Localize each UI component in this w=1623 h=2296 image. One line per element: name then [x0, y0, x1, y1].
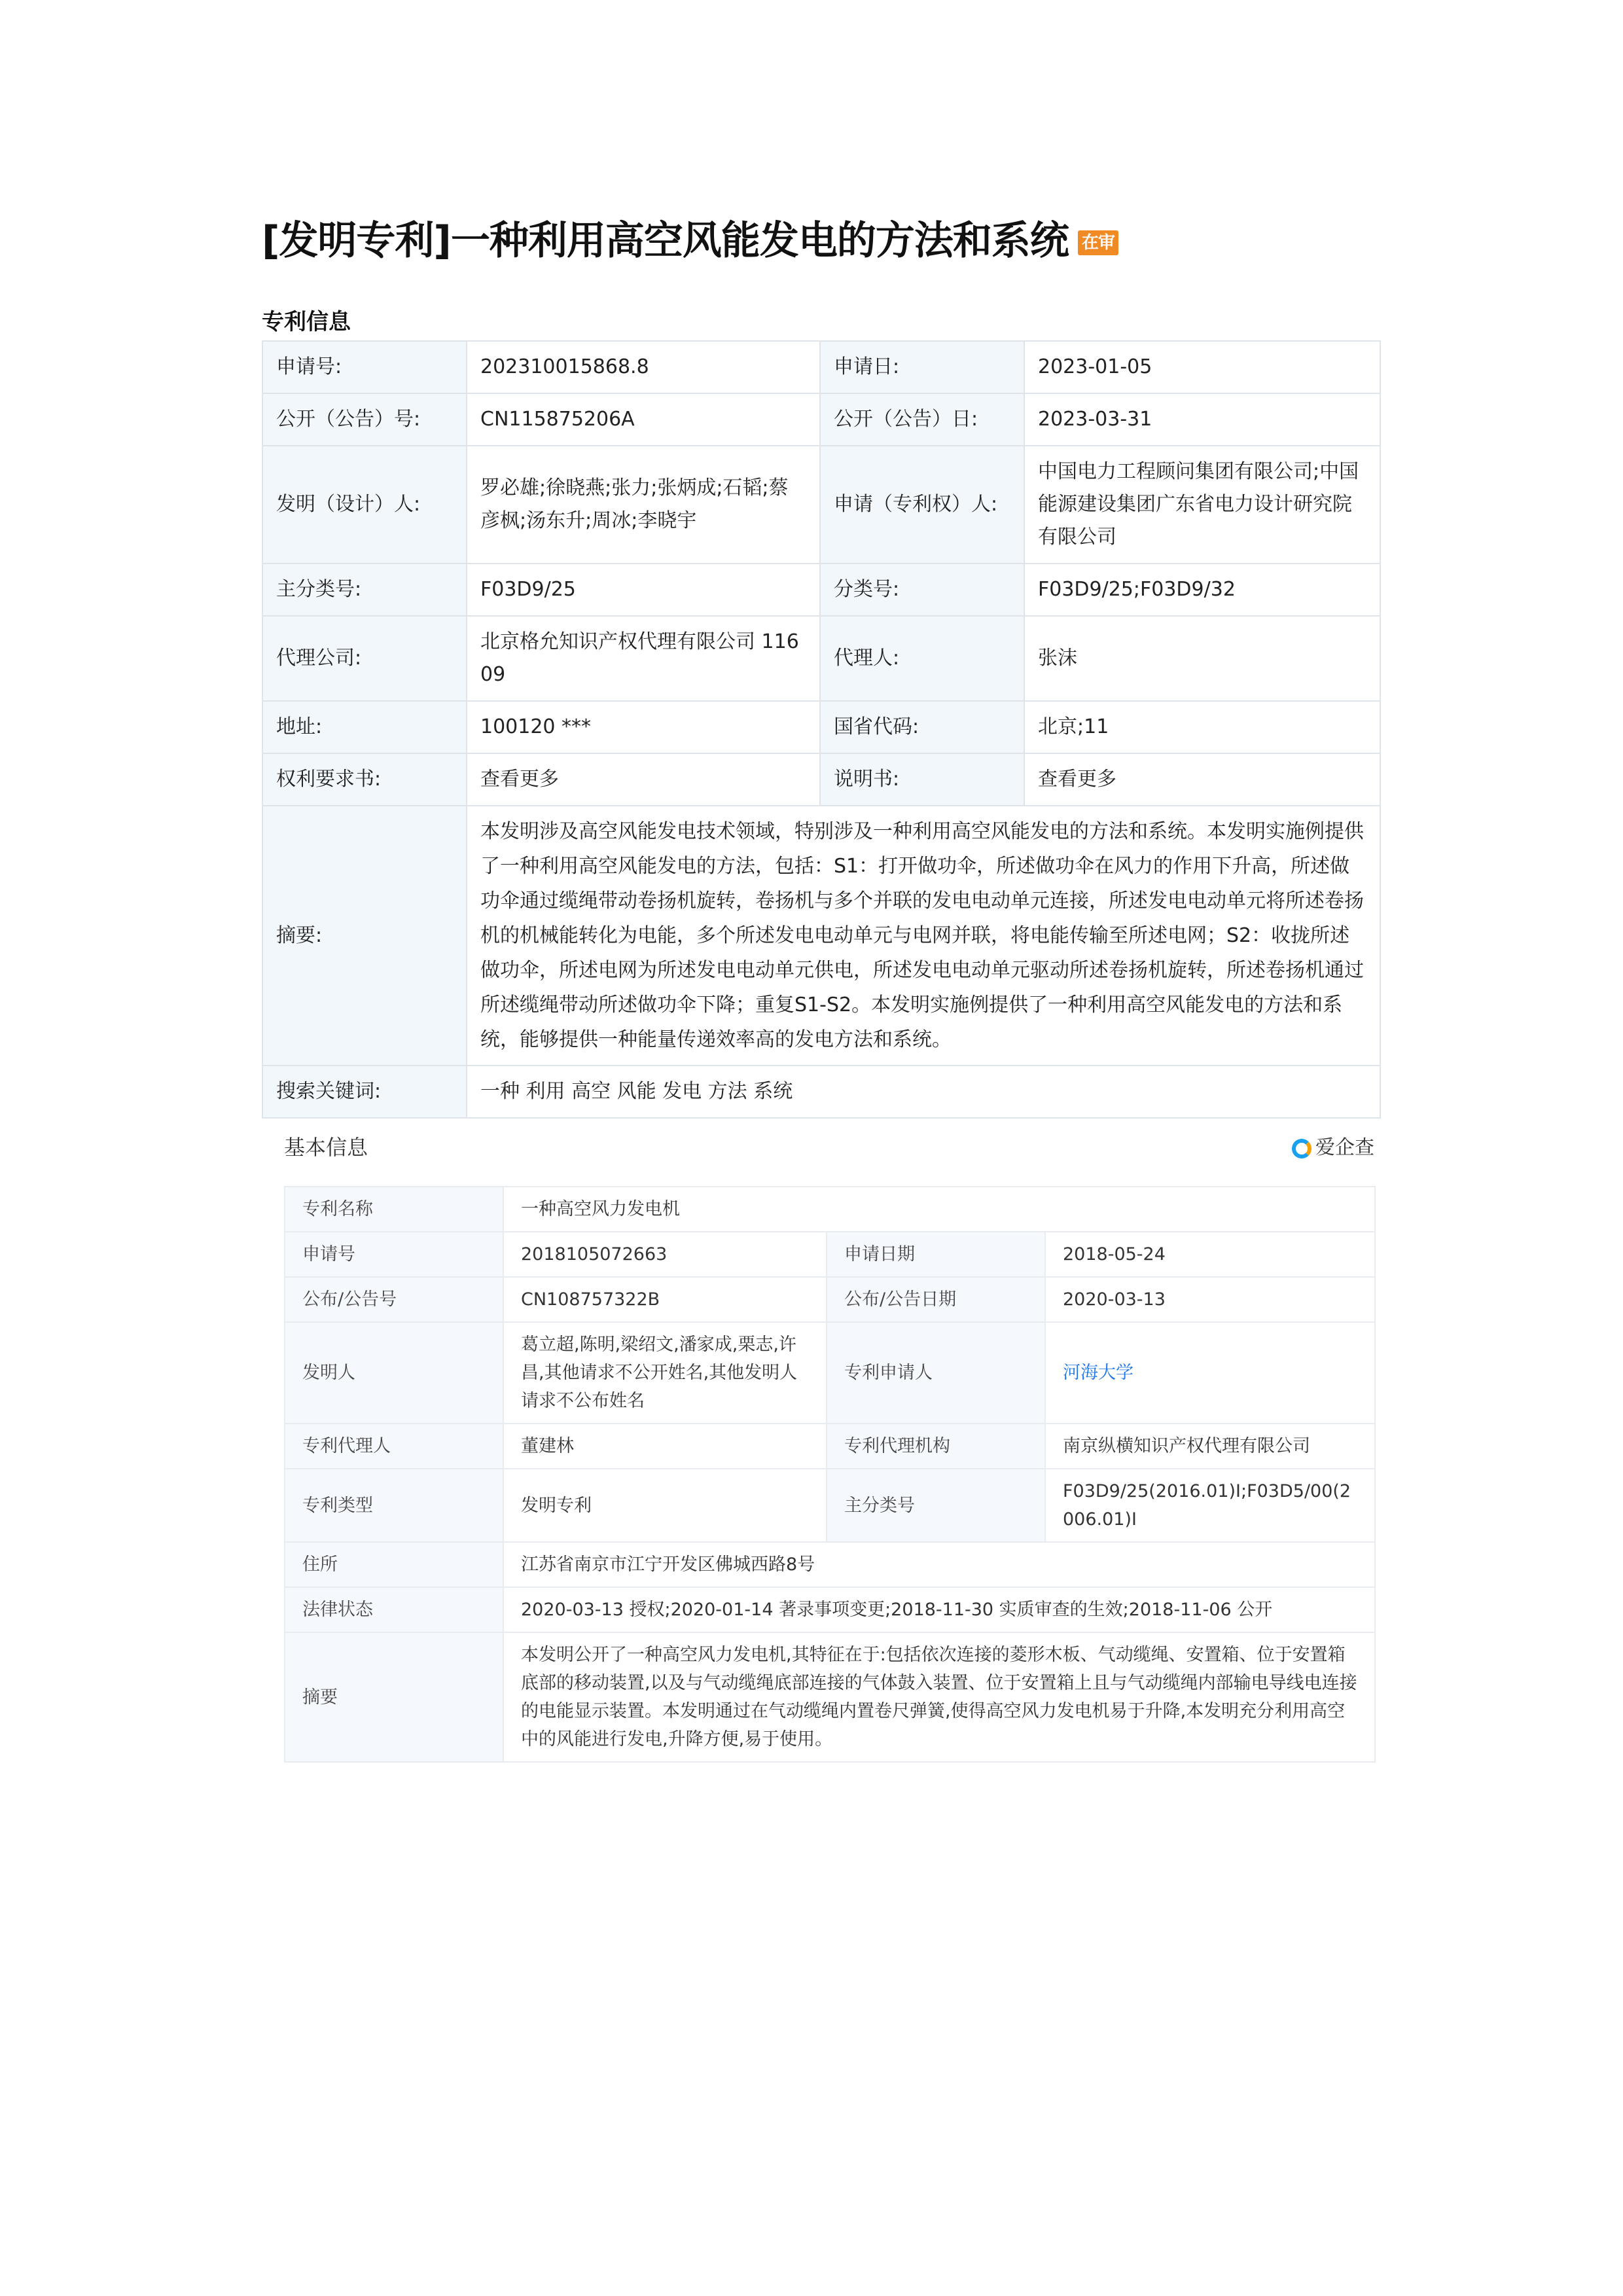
- patent-info-table: [262, 340, 1381, 1119]
- table-row: [262, 616, 1380, 701]
- keywords-value: 一种 利用 高空 风能 发电 方法 系统: [467, 1066, 1380, 1118]
- address-label: 地址:: [262, 701, 467, 753]
- abstract-label: 摘要:: [262, 806, 467, 1066]
- publication-date-label: 公开（公告）日:: [820, 393, 1024, 446]
- aiqicha-logo-icon: [1292, 1139, 1311, 1158]
- claims-view-more-link[interactable]: 查看更多: [467, 753, 820, 806]
- address-value: 100120 ***: [467, 701, 820, 753]
- keywords-label: 搜索关键词:: [262, 1066, 467, 1118]
- applicants-value: 中国电力工程顾问集团有限公司;中国能源建设集团广东省电力设计研究院有限公司: [1024, 446, 1380, 564]
- basic-info-title: 基本信息: [284, 1135, 368, 1160]
- pub-no-label: 公布/公告号: [285, 1277, 503, 1322]
- patent-type-label: 专利类型: [285, 1469, 503, 1542]
- applicant-link[interactable]: 河海大学: [1045, 1322, 1375, 1424]
- basic-main-class-label: 主分类号: [827, 1469, 1045, 1542]
- application-no-label: 申请号:: [262, 341, 467, 393]
- basic-abstract-value: 本发明公开了一种高空风力发电机,其特征在于:包括依次连接的菱形木板、气动缆绳、安置箱、位于安置箱底部的移动装置,以及与气动缆绳底部连接的气体鼓入装置、位于安置箱上且与气动缆绳内部输电导线电连接的电能显示装置。本发明通过在气动缆绳内置卷尺弹簧,使得高空风力发电机易于升降,本发明充分利用高空中的风能进行发电,升降方便,易于使用。: [503, 1632, 1375, 1762]
- basic-abstract-label: 摘要: [285, 1632, 503, 1762]
- table-row: [285, 1542, 1375, 1587]
- table-row: [262, 393, 1380, 446]
- basic-info-header: [284, 1127, 1374, 1164]
- description-view-more-link[interactable]: 查看更多: [1024, 753, 1380, 806]
- inventor-label: 发明人: [285, 1322, 503, 1424]
- table-row: [262, 341, 1380, 393]
- brand-name: 爱企查: [1315, 1136, 1374, 1159]
- legal-status-label: 法律状态: [285, 1587, 503, 1632]
- legal-status-value: 2020-03-13 授权;2020-01-14 著录事项变更;2018-11-30 实质审查的生效;2018-11-06 公开: [503, 1587, 1375, 1632]
- class-label: 分类号:: [820, 564, 1024, 616]
- pub-date-value: 2020-03-13: [1045, 1277, 1375, 1322]
- applicant-label: 专利申请人: [827, 1322, 1045, 1424]
- table-row: [285, 1587, 1375, 1632]
- claims-label: 权利要求书:: [262, 753, 467, 806]
- page-title-text: [发明专利]一种利用高空风能发电的方法和系统: [262, 218, 1069, 264]
- basic-main-class-value: F03D9/25(2016.01)I;F03D5/00(2006.01)I: [1045, 1469, 1375, 1542]
- status-badge: 在审: [1078, 230, 1118, 255]
- inventor-value: 葛立超,陈明,梁绍文,潘家成,栗志,许昌,其他请求不公开姓名,其他发明人请求不公布姓名: [503, 1322, 827, 1424]
- patent-agent-label: 专利代理人: [285, 1424, 503, 1469]
- inventors-label: 发明（设计）人:: [262, 446, 467, 564]
- agency-value: 北京格允知识产权代理有限公司 11609: [467, 616, 820, 701]
- agent-value: 张沫: [1024, 616, 1380, 701]
- table-row: [285, 1232, 1375, 1277]
- patent-type-value: 发明专利: [503, 1469, 827, 1542]
- patent-name-value: 一种高空风力发电机: [503, 1187, 1375, 1232]
- brand-logo: [1292, 1131, 1374, 1160]
- application-date-value: 2023-01-05: [1024, 341, 1380, 393]
- table-row: [285, 1632, 1375, 1762]
- applicants-label: 申请（专利权）人:: [820, 446, 1024, 564]
- pub-no-value: CN108757322B: [503, 1277, 827, 1322]
- residence-value: 江苏省南京市江宁开发区佛城西路8号: [503, 1542, 1375, 1587]
- app-date-value: 2018-05-24: [1045, 1232, 1375, 1277]
- table-row: [262, 1066, 1380, 1118]
- table-row: [262, 753, 1380, 806]
- patent-agent-value: 董建林: [503, 1424, 827, 1469]
- description-label: 说明书:: [820, 753, 1024, 806]
- app-no-label: 申请号: [285, 1232, 503, 1277]
- patent-agency-label: 专利代理机构: [827, 1424, 1045, 1469]
- region-code-value: 北京;11: [1024, 701, 1380, 753]
- residence-label: 住所: [285, 1542, 503, 1587]
- class-value: F03D9/25;F03D9/32: [1024, 564, 1380, 616]
- publication-no-value: CN115875206A: [467, 393, 820, 446]
- patent-agency-value: 南京纵横知识产权代理有限公司: [1045, 1424, 1375, 1469]
- table-row: [285, 1277, 1375, 1322]
- table-row: [285, 1187, 1375, 1232]
- pub-date-label: 公布/公告日期: [827, 1277, 1045, 1322]
- agent-label: 代理人:: [820, 616, 1024, 701]
- agency-label: 代理公司:: [262, 616, 467, 701]
- table-row: [262, 564, 1380, 616]
- abstract-value: 本发明涉及高空风能发电技术领域，特别涉及一种利用高空风能发电的方法和系统。本发明实施例提供了一种利用高空风能发电的方法，包括：S1：打开做功伞，所述做功伞在风力的作用下升高，所述做功伞通过缆绳带动卷扬机旋转，卷扬机与多个并联的发电电动单元连接，所述发电电动单元将所述卷扬机的机械能转化为电能，多个所述发电电动单元与电网并联，将电能传输至所述电网；S2：收拢所述做功伞，所述电网为所述发电电动单元供电，所述发电电动单元驱动所述卷扬机旋转，所述卷扬机通过所述缆绳带动所述做功伞下降；重复S1‑S2。本发明实施例提供了一种利用高空风能发电的方法和系统，能够提供一种能量传递效率高的发电方法和系统。: [467, 806, 1380, 1066]
- table-row: [262, 446, 1380, 564]
- app-date-label: 申请日期: [827, 1232, 1045, 1277]
- table-row: [285, 1424, 1375, 1469]
- main-class-value: F03D9/25: [467, 564, 820, 616]
- table-row: [262, 806, 1380, 1066]
- patent-name-label: 专利名称: [285, 1187, 503, 1232]
- page-title: [262, 209, 1118, 266]
- region-code-label: 国省代码:: [820, 701, 1024, 753]
- table-row: [285, 1322, 1375, 1424]
- publication-no-label: 公开（公告）号:: [262, 393, 467, 446]
- table-row: [285, 1469, 1375, 1542]
- basic-info-table: [284, 1186, 1376, 1763]
- application-date-label: 申请日:: [820, 341, 1024, 393]
- inventors-value: 罗必雄;徐晓燕;张力;张炳成;石韬;蔡彦枫;汤东升;周冰;李晓宇: [467, 446, 820, 564]
- table-row: [262, 701, 1380, 753]
- application-no-value: 202310015868.8: [467, 341, 820, 393]
- main-class-label: 主分类号:: [262, 564, 467, 616]
- section-title: 专利信息: [262, 309, 351, 335]
- app-no-value: 2018105072663: [503, 1232, 827, 1277]
- publication-date-value: 2023-03-31: [1024, 393, 1380, 446]
